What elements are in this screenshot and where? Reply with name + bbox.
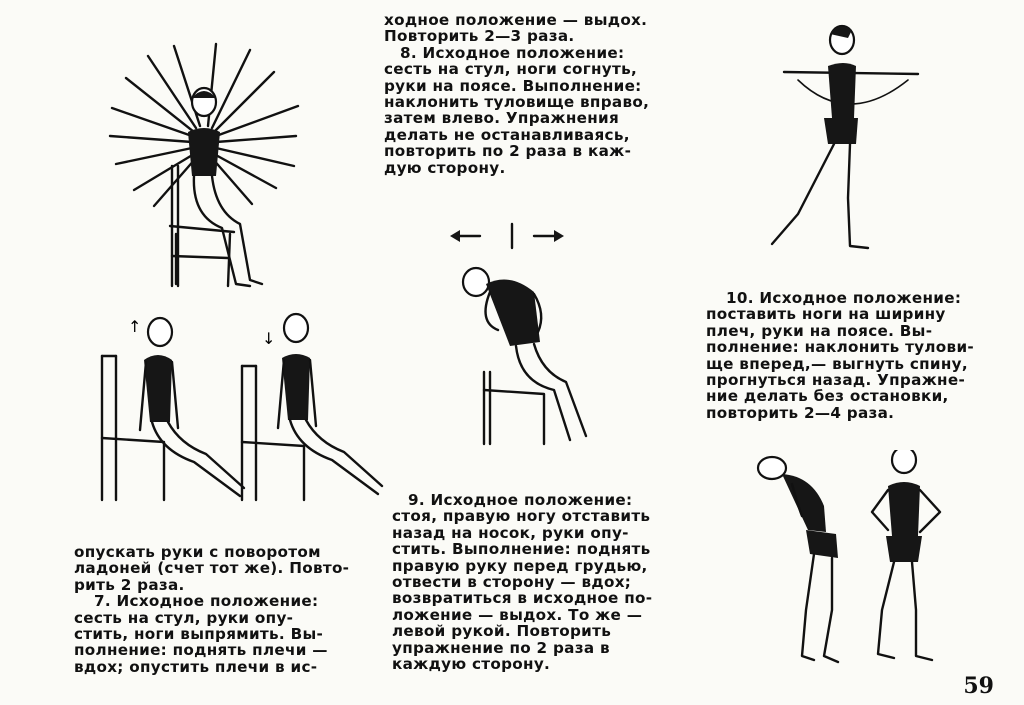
text-line: возвратиться в исходное по- — [392, 589, 653, 608]
text-block-bottom-left — [74, 544, 358, 675]
text-line: назад на носок, руки опу- — [392, 523, 629, 542]
text-line: ще вперед,— выгнуть спину, — [706, 354, 968, 373]
text-line: затем влево. Упражнения — [384, 109, 620, 128]
text-line: плеч, руки на поясе. Вы- — [706, 321, 933, 340]
text-line: сесть на стул, руки опу- — [74, 608, 294, 627]
text-line: полнение: наклонить тулови- — [706, 338, 974, 357]
two-seated-women-shoulder-raise-icon — [94, 310, 394, 510]
text-line: отвести в сторону — вдох; — [392, 573, 632, 592]
page-number: 59 — [963, 673, 994, 699]
text-line: стить, ноги выпрямить. Вы- — [74, 625, 324, 644]
text-line: 7. Исходное положение: — [94, 592, 319, 611]
text-line: рить 2 раза. — [74, 575, 185, 594]
text-line: повторить по 2 раза в каж- — [384, 142, 632, 161]
text-line: делать не останавливаясь, — [384, 125, 630, 144]
text-line: наклонить туловище вправо, — [384, 93, 650, 112]
text-line: опускать руки с поворотом — [74, 543, 321, 561]
text-line: дую сторону. — [384, 158, 506, 177]
two-standing-women-bend-icon — [752, 450, 952, 670]
text-line: упражнение по 2 раза в — [392, 638, 610, 657]
text-line: полнение: поднять плечи — — [74, 641, 328, 660]
svg-text:↓: ↓ — [262, 329, 276, 348]
text-line: ладоней (счет тот же). Повто- — [74, 559, 350, 578]
text-block-exercise-9 — [392, 492, 674, 672]
text-line: правую руку перед грудью, — [392, 556, 648, 575]
text-line: стоя, правую ногу отставить — [392, 507, 651, 526]
text-line: 9. Исходное положение: — [408, 491, 633, 509]
text-line: вдох; опустить плечи в ис- — [74, 657, 318, 676]
text-line: поставить ноги на ширину — [706, 305, 946, 324]
seated-woman-arm-circles-icon — [104, 36, 304, 296]
seated-woman-side-bend-icon — [450, 222, 600, 452]
text-block-top-middle — [384, 12, 668, 176]
text-block-exercise-10 — [706, 290, 990, 421]
svg-text:↑: ↑ — [128, 317, 142, 336]
standing-woman-arm-swing-icon — [758, 18, 926, 258]
text-line: руки на поясе. Выполнение: — [384, 76, 642, 95]
text-line: Повторить 2—3 раза. — [384, 27, 575, 46]
text-line: 8. Исходное положение: — [400, 43, 625, 62]
text-line: прогнуться назад. Упражне- — [706, 371, 966, 390]
text-line: каждую сторону. — [392, 655, 551, 674]
text-line: левой рукой. Повторить — [392, 622, 612, 641]
text-line: ходное положение — выдох. — [384, 11, 648, 29]
text-line: ние делать без остановки, — [706, 387, 949, 406]
text-line: ложение — выдох. То же — — [392, 605, 643, 624]
text-line: 10. Исходное положение: — [726, 289, 962, 307]
text-line: стить. Выполнение: поднять — [392, 540, 651, 559]
text-line: повторить 2—4 раза. — [706, 403, 895, 422]
text-line: сесть на стул, ноги согнуть, — [384, 60, 638, 79]
